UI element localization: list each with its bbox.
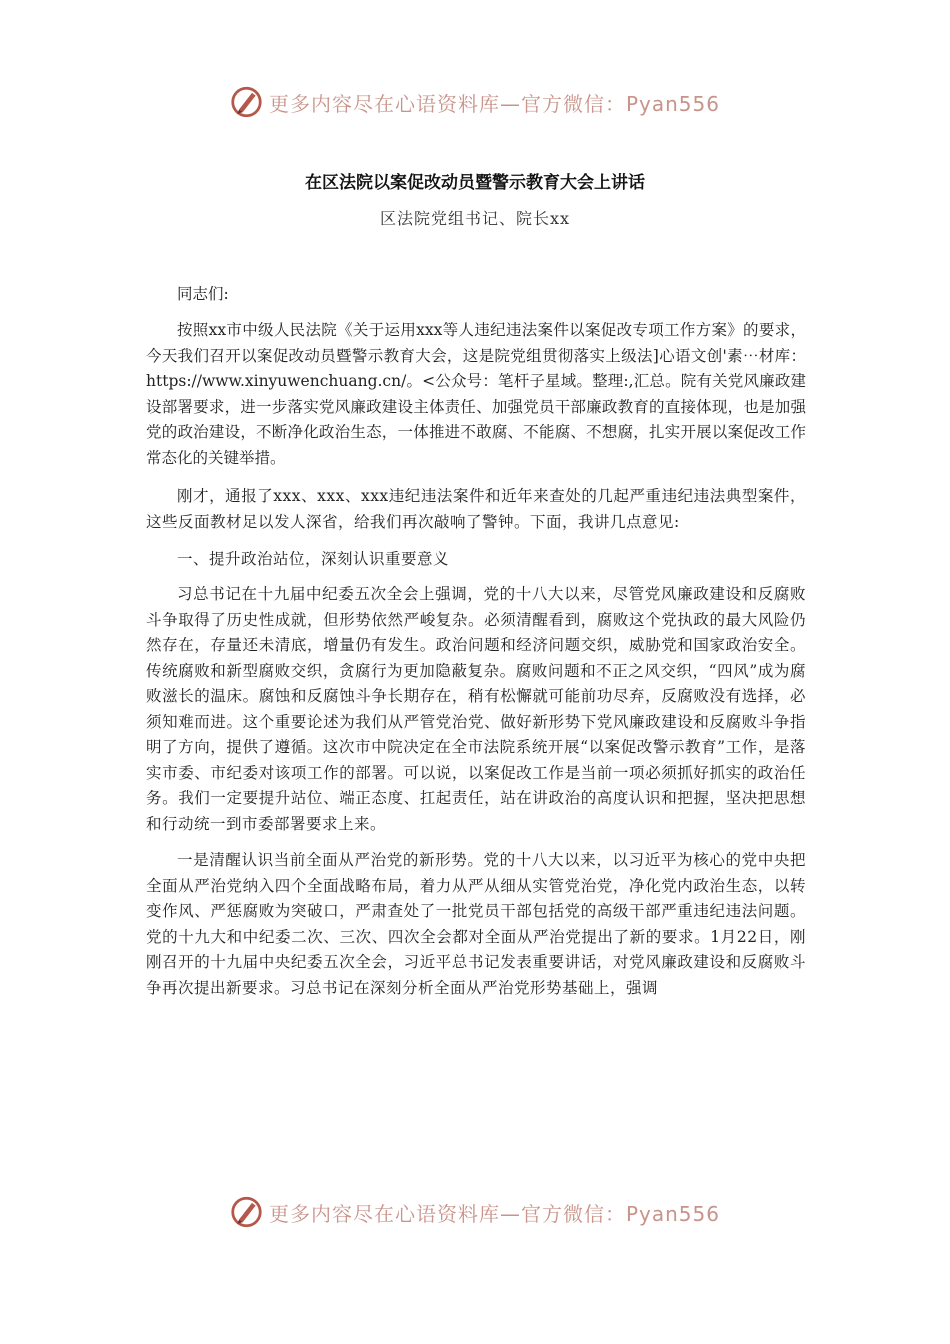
header-watermark-banner <box>230 82 720 122</box>
section-heading: 一、提升政治站位，深刻认识重要意义 <box>177 550 450 568</box>
pen-logo-icon <box>230 1194 263 1230</box>
paragraph: 按照xx市中级人民法院《关于运用xxx等人违纪违法案件以案促改专项工作方案》的要求，今天我们召开以案促改动员暨警示教育大会，这是院党组贯彻落实上级法]心语文创'素⋯材库：https://www.xinyuwenchuang.cn/。<公众号：笔杆子星域。整理:,汇总。院有关党风廉政建设部署要求，进一步落实党风廉政建设主体责任、加强党员干部廉政教育的直接体现，也是加强党的政治建设，不断净化政治生态，一体推进不敢腐、不能腐、不想腐，扎实开展以案促改工作常态化的关键举措。 <box>146 321 806 467</box>
banner-text: 更多内容尽在心语资料库—官方微信：Pyan556 <box>268 1201 720 1226</box>
document-body <box>146 282 806 1001</box>
document-subtitle: 区法院党组书记、院长xx <box>379 209 571 228</box>
footer-watermark-banner <box>230 1192 720 1232</box>
banner-text: 更多内容尽在心语资料库—官方微信：Pyan556 <box>268 91 720 116</box>
paragraph: 刚才，通报了xxx、xxx、xxx违纪违法案件和近年来查处的几起严重违纪违法典型案件，这些反面教材足以发人深省，给我们再次敲响了警钟。下面，我讲几点意见: <box>146 487 806 531</box>
paragraph: 习总书记在十九届中纪委五次全会上强调，党的十八大以来，尽管党风廉政建设和反腐败斗争取得了历史性成就，但形势依然严峻复杂。必须清醒看到，腐败这个党执政的最大风险仍然存在，存量还未清底，增量仍有发生。政治问题和经济问题交织，威胁党和国家政治安全。传统腐败和新型腐败交织，贪腐行为更加隐蔽复杂。腐败问题和不正之风交织，“四风”成为腐败滋长的温床。腐蚀和反腐蚀斗争长期存在，稍有松懈就可能前功尽弃，反腐败没有选择，必须知难而进。这个重要论述为我们从严管党治党、做好新形势下党风廉政建设和反腐败斗争指明了方向，提供了遵循。这次市中院决定在全市法院系统开展“以案促改警示教育”工作，是落实市委、市纪委对该项工作的部署。可以说，以案促改工作是当前一项必须抓好抓实的政治任务。我们一定要提升站位、端正态度、扛起责任，站在讲政治的高度认识和把握，坚决把思想和行动统一到市委部署要求上来。 <box>146 585 806 833</box>
paragraph: 一是清醒认识当前全面从严治党的新形势。党的十八大以来，以习近平为核心的党中央把全面从严治党纳入四个全面战略布局，着力从严从细从实管党治党，净化党内政治生态，以转变作风、严惩腐败为突破口，严肃查处了一批党员干部包括党的高级干部严重违纪违法问题。党的十九大和中纪委二次、三次、四次全会都对全面从严治党提出了新的要求。1月22日，刚刚召开的十九届中央纪委五次全会，习近平总书记发表重要讲话，对党风廉政建设和反腐败斗争再次提出新要求。习总书记在深刻分析全面从严治党形势基础上，强调 <box>146 851 806 997</box>
pen-logo-icon <box>230 84 263 120</box>
document-title: 在区法院以案促改动员暨警示教育大会上讲话 <box>305 173 645 193</box>
greeting: 同志们: <box>177 285 229 303</box>
